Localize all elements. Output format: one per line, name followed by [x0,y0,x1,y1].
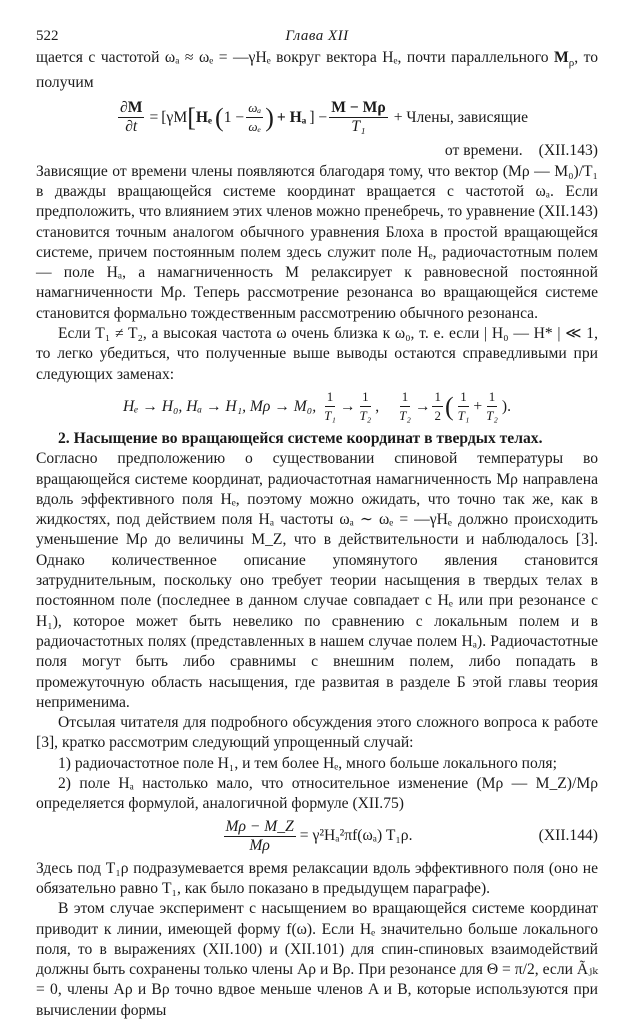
eq143-lhs-fraction: $\frac{\partial M}{\partial t}$ [120,99,143,136]
fraction: $\frac{1}{\text{T₂}}$ [399,389,411,424]
equation-xii-143: $\frac{\partial M}{\partial t}$ = [γM [ Hₑ ( 1 − $\frac{\text{ωₐ}}{\text{ωₑ}}$ ) + Hₐ ] − $\frac{M - M\rho}{\text{T₁}}$ + Члены, зависящие [120,99,528,136]
paragraph-6: 1) радиочастотное поле H₁, и тем более Hₑ, много больше локального поля; [58,754,557,772]
fraction: $\frac{1}{2}$ [434,389,441,424]
page [36,26,598,1021]
paren-glyph: ( [215,102,224,132]
fraction: $\frac{1}{\text{T₁}}$ [324,389,336,424]
fraction: $\frac{1}{\text{T₂}}$ [486,389,498,424]
paragraph-3: Если T₁ ≠ T₂, а высокая частота ω очень близка к ω₀, т. е. если | H₀ — H* | ≪ 1, то легко убедиться, что полученные выше выводы остаются справедливыми при следующих заменах: [36,325,598,383]
equation-substitutions: Hₑ → H₀, Hₐ → H₁, Mρ → M₀, $\frac{1}{\text{T₁}}$ → $\frac{1}{\text{T₂}}$ , $\frac{1}{\text{T₂}}$ → $\frac{1}{2}$ ( $\frac{1}{\text{T₁}}$ + $\frac{1}{\text{T₂}}$ ). [123,389,511,424]
eq143-relax-fraction: $\frac{M - M\rho}{\text{T₁}}$ [331,99,386,136]
page-header [36,26,598,48]
equation-number-144: (XII.144) [538,827,598,845]
fraction: $\frac{1}{\text{T₂}}$ [359,389,372,424]
paragraph-7: 2) поле Hₐ настолько мало, что относительное изменение (Mρ — M_Z)/Mρ определяется формулой, аналогичной формуле (XII.75) [36,775,598,813]
paragraph-9: В этом случае эксперимент с насыщением во вращающейся системе координат приводит к линии, имеющей форму f(ω). Если Hₑ значительно больше локального поля, то в выражениях (XII.100) и (XII.101) для спин-спиновых взаимодействий должны быть сохранены только члены Aρ и Bρ. При резонансе для Θ = π/2, если Ãⱼₖ = 0, члены Aρ и Bρ точно вдвое меньше членов A и B, которые используются при вычислении формы [36,900,598,1019]
section-heading-2: 2. Насыщение во вращающейся системе координат в твердых телах. [58,429,543,447]
paragraph-5: Отсылая читателя для подробного обсуждения этого сложного вопроса к работе [3], кратко рассмотрим следующий упрощенный случай: [36,714,598,752]
equation-xii-143-line2: от времени. (XII.143) [36,140,598,162]
paragraph-2: Зависящие от времени члены появляются благодаря тому, что вектор (Mρ — M₀)/T₁ в дважды вращающейся системе координат вращается с частотой ωₐ. Если предположить, что влиянием этих членов можно пренебречь, то уравнение (XII.143) становится точным аналогом обычного уравнения Блоха в простой вращающейся системе, причем постоянным полем здесь служит поле Hₑ, радиочастотным полем — поле Hₐ, а намагниченность M релаксирует к равновесной постоянной намагниченности Mρ. Теперь рассмотрение резонанса во вращающейся системе становится формально тождественным рассмотрению обычного резонанса. [36,162,598,322]
paragraph-8: Здесь под T₁ρ подразумевается время релаксации вдоль эффективного поля (оно не обязательно равно T₁, как было показано в предыдущем параграфе). [36,859,598,897]
paragraph-1: щается с частотой ωₐ ≈ ωₑ = —γHₑ вокруг вектора Hₑ, почти параллельного $M_\rho$, то получим [36,49,598,92]
page-number: 522 [36,28,59,44]
equation-xii-144: $\frac{M\rho - M\_Z}{M\rho}$ = γ²Hₐ²πf(ωₐ) T₁ρ. (XII.144) [225,818,598,855]
paren-glyph: ) [265,102,274,132]
paren-glyph: ( [444,391,454,421]
chapter-title: Глава XII [285,28,349,44]
eq144-fraction: $\frac{M\rho - M\_Z}{M\rho}$ [225,818,294,855]
equation-number-143: (XII.143) [538,141,598,159]
eq143-omega-fraction: $\frac{\text{ωₐ}}{\text{ωₑ}}$ [248,100,262,135]
paragraph-4: Согласно предположению о существовании спиновой температуры во вращающейся системе координат, радиочастотная намагниченность Mρ направлена вдоль эффективного поля Hₑ, поэтому можно ожидать, что точно так же, как в жидкостях, под действием поля Hₐ частоты ωₐ ∼ ωₑ = —γHₑ должно происходить уменьшение Mρ до величины M_Z, что в действительности и наблюдалось [3]. Однако количественное описание упомянутого явления становится затруднительным, поскольку оно требует теории насыщения в твердых телах в постоянном поле (последнее в данном случае совпадает с Hₑ или при резонансе с H₁), которое может быть невелико по сравнению с локальным полем и в радиочастотных полях (представленных в нашем случае полем Hₐ). Радиочастотные поля могут быть либо сравнимы с внешним полем, либо попадать в промежуточную область насыщения, где развитая в разделе Б этой главы теория неприменима. [36,450,598,711]
fraction: $\frac{1}{\text{T₁}}$ [457,389,470,424]
bracket-glyph: [ [187,102,196,132]
